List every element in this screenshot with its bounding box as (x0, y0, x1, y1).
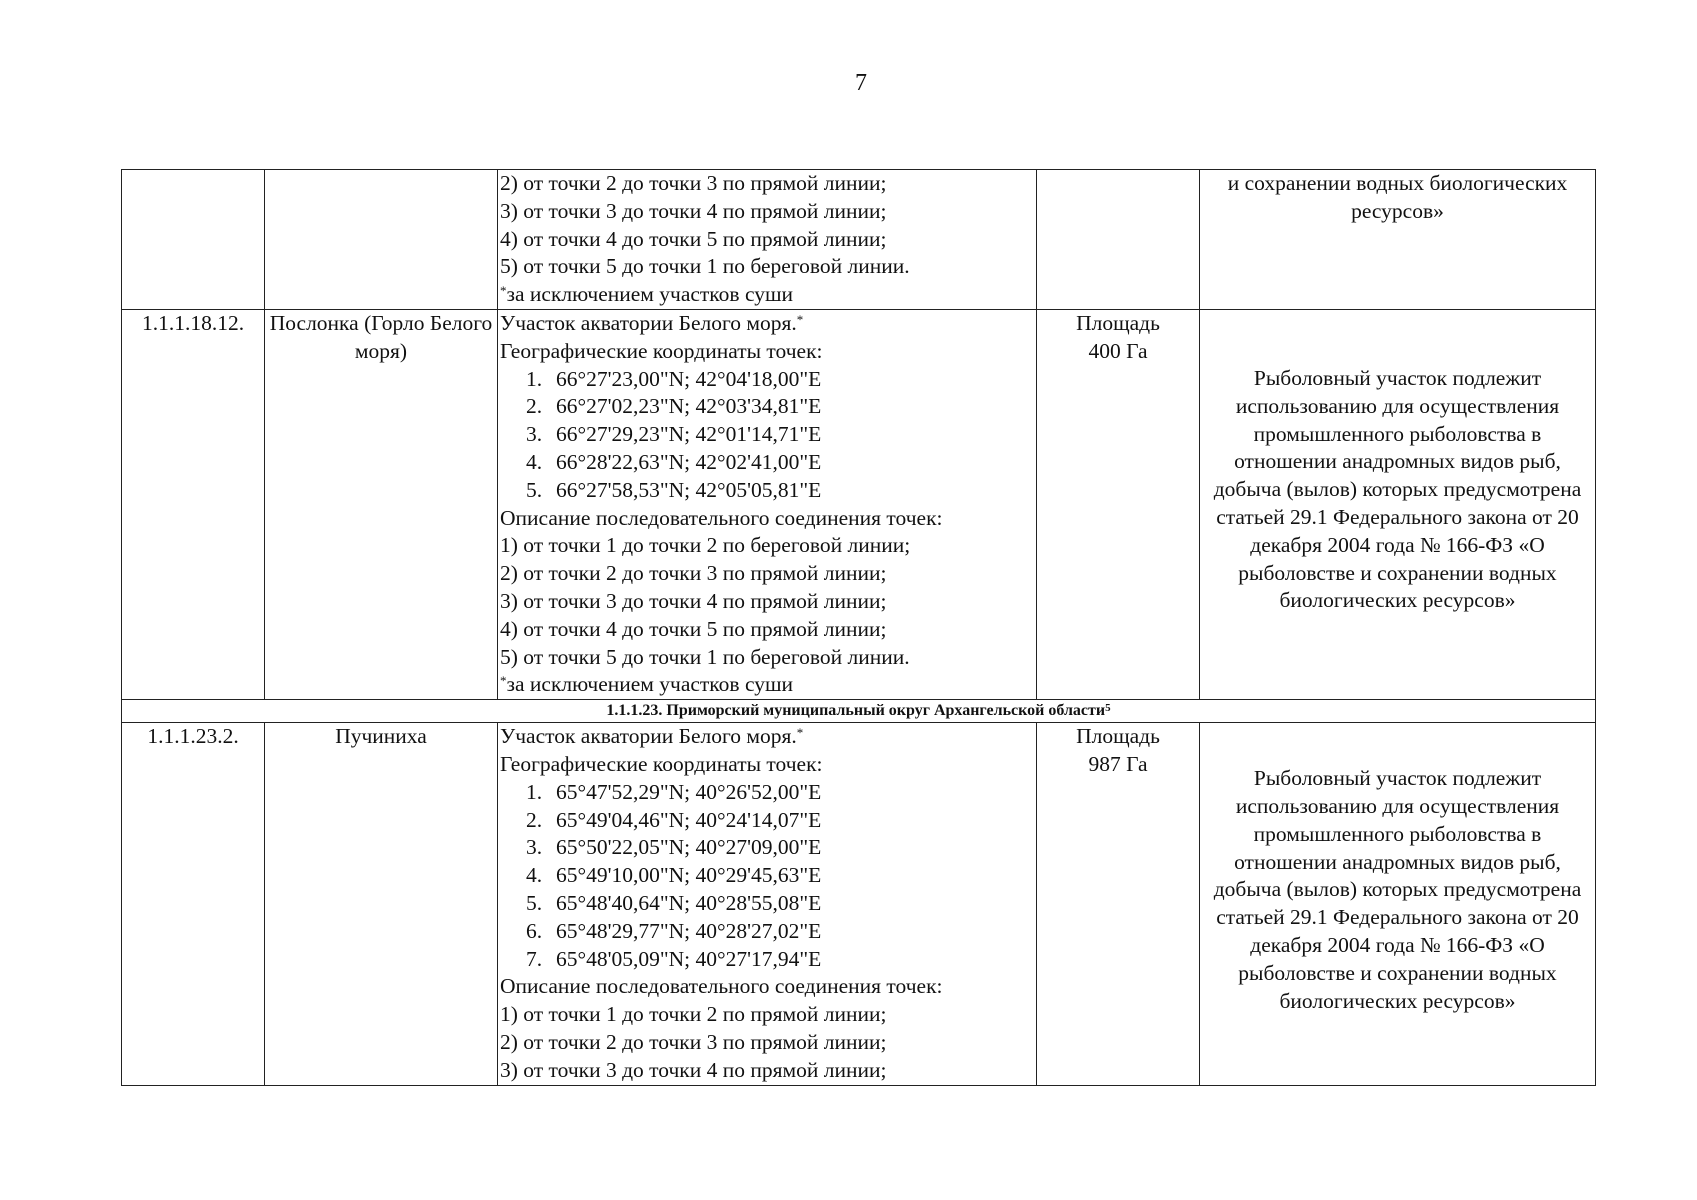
connection-line: 4) от точки 4 до точки 5 по прямой линии; (500, 226, 887, 251)
cell-description (498, 309, 1037, 699)
coord-index: 6. (526, 918, 543, 943)
cell-number (122, 170, 265, 310)
connection-line: 3) от точки 3 до точки 4 по прямой линии; (500, 1057, 887, 1082)
area-label: Площадь (1076, 310, 1160, 335)
cell-area (1037, 170, 1200, 310)
section-title-cell (122, 700, 1596, 723)
coord-line (500, 946, 1034, 974)
coord-line (500, 834, 1034, 862)
intro-text: Участок акватории Белого моря. (500, 310, 797, 335)
coord-line (500, 779, 1034, 807)
footnote-text: за исключением участков суши (506, 282, 794, 307)
footnote-mark: * (500, 283, 507, 299)
area-label: Площадь (1076, 724, 1160, 749)
coord-value: 65°49'04,46"N; 40°24'14,07"E (556, 807, 822, 832)
coord-line (500, 449, 1034, 477)
note-text: Рыболовный участок подлежит использованию для осуществления промышленного рыболовства в отношении анадромных видов рыб, добыча (вылов) которых предусмотрена статьей 29.1 Федерального закона от 20 декабря 2004 года № 166-ФЗ «О рыболовстве и сохранении водных биологических ресурсов» (1213, 766, 1582, 1013)
note-text: Рыболовный участок подлежит использованию для осуществления промышленного рыболовства в отношении анадромных видов рыб, добыча (вылов) которых предусмотрена статьей 29.1 Федерального закона от 20 декабря 2004 года № 166-ФЗ «О рыболовстве и сохранении водных биологических ресурсов» (1213, 365, 1582, 613)
connection-line: 5) от точки 5 до точки 1 по береговой линии. (500, 644, 910, 669)
coord-value: 66°28'22,63"N; 42°02'41,00"E (556, 449, 822, 474)
coord-index: 1. (526, 779, 543, 804)
coord-value: 65°48'05,09"N; 40°27'17,94"E (556, 946, 822, 971)
intro-mark: * (796, 311, 804, 327)
intro-text: Участок акватории Белого моря. (500, 724, 797, 749)
intro-mark: * (796, 725, 804, 741)
connection-title: Описание последовательного соединения точек: (500, 505, 943, 530)
intro-line (500, 723, 1034, 751)
coord-index: 7. (526, 946, 543, 971)
fishing-areas-table (121, 169, 1596, 1086)
coord-value: 65°47'52,29"N; 40°26'52,00"E (556, 779, 822, 804)
area-value: 987 Га (1088, 751, 1148, 776)
table-row-continuation (122, 170, 1596, 310)
coord-value: 65°48'29,77"N; 40°28'27,02"E (556, 918, 822, 943)
coord-value: 66°27'02,23"N; 42°03'34,81"E (556, 394, 822, 419)
section-row (122, 700, 1596, 723)
coord-line (500, 890, 1034, 918)
coord-index: 2. (526, 394, 543, 419)
coord-line (500, 862, 1034, 890)
coord-line (500, 477, 1034, 505)
coord-value: 66°27'58,53"N; 42°05'05,81"E (556, 477, 822, 502)
coord-line (500, 393, 1034, 421)
connection-line: 3) от точки 3 до точки 4 по прямой линии; (500, 198, 887, 223)
coord-index: 5. (526, 890, 543, 915)
intro-line (500, 310, 1034, 338)
cell-name: Послонка (Горло Белого моря) (265, 309, 498, 699)
cell-area (1037, 723, 1200, 1085)
footnote-line (500, 671, 1034, 699)
coord-line (500, 366, 1034, 394)
coord-line (500, 807, 1034, 835)
cell-number: 1.1.1.18.12. (122, 309, 265, 699)
coord-line (500, 918, 1034, 946)
coord-index: 4. (526, 863, 543, 888)
section-title: 1.1.1.23. Приморский муниципальный округ Архангельской области (606, 702, 1106, 720)
coord-index: 3. (526, 835, 543, 860)
coords-title: Географические координаты точек: (500, 338, 823, 363)
coord-value: 66°27'23,00"N; 42°04'18,00"E (556, 366, 822, 391)
coord-index: 5. (526, 477, 543, 502)
connection-title: Описание последовательного соединения точек: (500, 974, 943, 999)
footnote-text: за исключением участков суши (506, 672, 794, 697)
cell-name: Пучиниха (265, 723, 498, 1085)
footnote-mark: * (500, 673, 507, 689)
cell-description (498, 170, 1037, 310)
footnote-line (500, 281, 1034, 309)
area-value: 400 Га (1088, 338, 1148, 363)
connection-line: 1) от точки 1 до точки 2 по прямой линии; (500, 1002, 887, 1027)
cell-number: 1.1.1.23.2. (122, 723, 265, 1085)
coord-index: 2. (526, 807, 543, 832)
coords-title: Географические координаты точек: (500, 751, 823, 776)
connection-line: 2) от точки 2 до точки 3 по прямой линии; (500, 561, 887, 586)
table-row (122, 723, 1596, 1085)
connection-line: 2) от точки 2 до точки 3 по прямой линии; (500, 1029, 887, 1054)
connection-line: 2) от точки 2 до точки 3 по прямой линии; (500, 171, 887, 195)
cell-name (265, 170, 498, 310)
cell-note (1200, 723, 1596, 1085)
connection-line: 4) от точки 4 до точки 5 по прямой линии; (500, 616, 887, 641)
coord-value: 65°50'22,05"N; 40°27'09,00"E (556, 835, 822, 860)
coord-value: 65°48'40,64"N; 40°28'55,08"E (556, 890, 822, 915)
connection-line: 1) от точки 1 до точки 2 по береговой линии; (500, 533, 911, 558)
coord-line (500, 421, 1034, 449)
page-number: 7 (855, 70, 867, 96)
cell-note: и сохранении водных биологических ресурсов» (1200, 170, 1596, 310)
coord-index: 3. (526, 422, 543, 447)
cell-description (498, 723, 1037, 1085)
connection-line: 5) от точки 5 до точки 1 по береговой линии. (500, 254, 910, 279)
cell-note (1200, 309, 1596, 699)
coord-value: 65°49'10,00"N; 40°29'45,63"E (556, 863, 822, 888)
coord-index: 1. (526, 366, 543, 391)
coord-value: 66°27'29,23"N; 42°01'14,71"E (556, 422, 822, 447)
cell-area (1037, 309, 1200, 699)
table-row (122, 309, 1596, 699)
connection-line: 3) от точки 3 до точки 4 по прямой линии; (500, 588, 887, 613)
coord-index: 4. (526, 449, 543, 474)
section-mark: 5 (1105, 702, 1111, 715)
